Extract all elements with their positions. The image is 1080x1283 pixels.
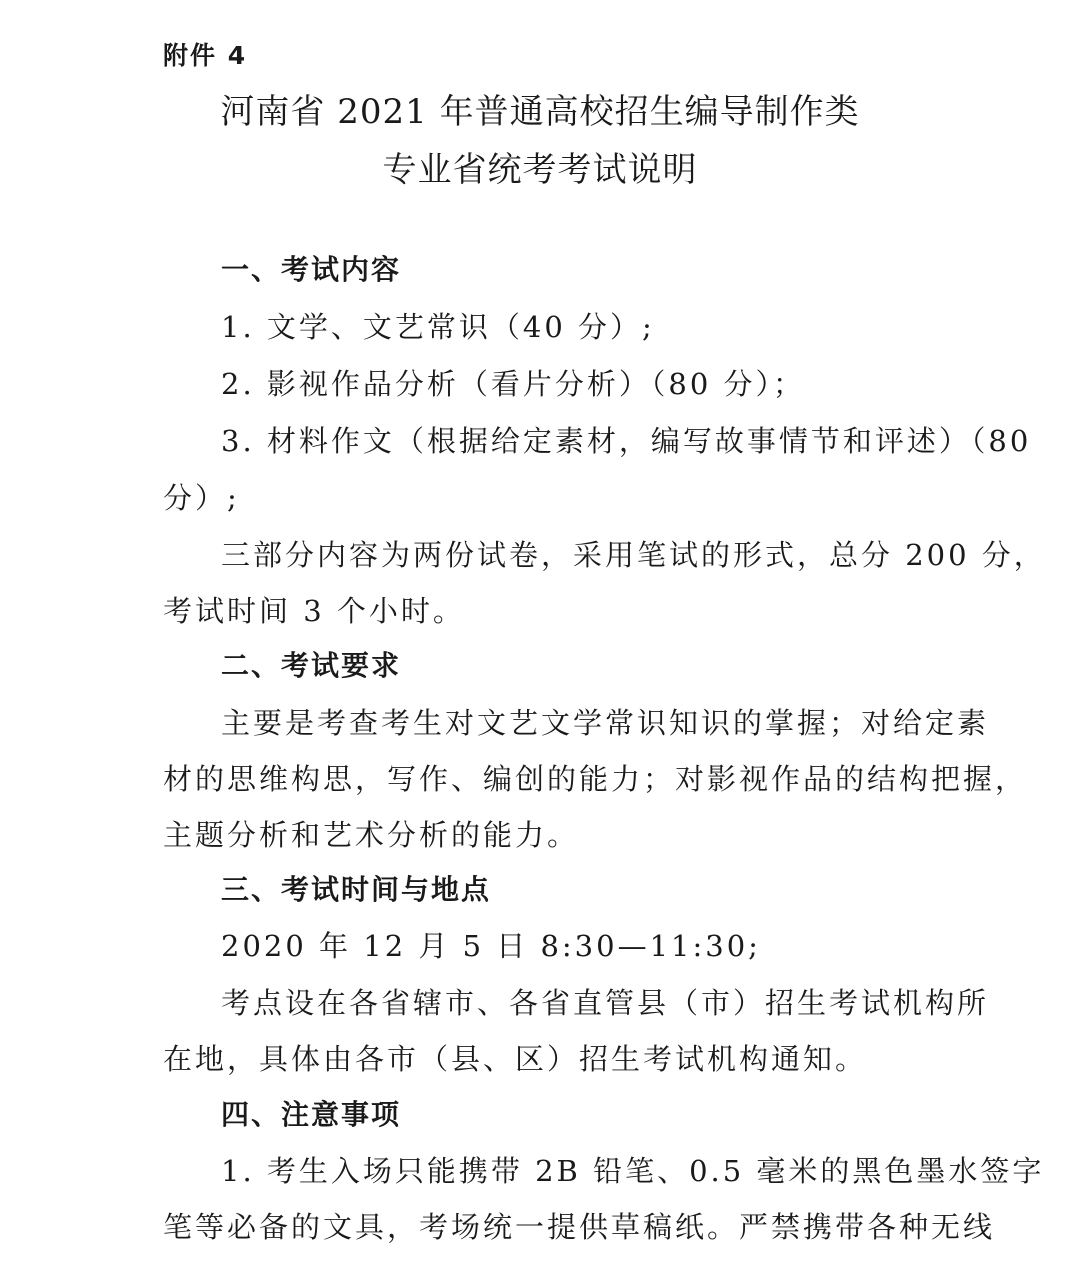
section4-item1-line2: 笔等必备的文具，考场统一提供草稿纸。严禁携带各种无线	[163, 1210, 996, 1244]
section1-item2: 2. 影视作品分析（看片分析）（80 分）；	[221, 367, 806, 401]
section4-item1-line1: 1. 考生入场只能携带 2B 铅笔、0.5 毫米的黑色墨水签字	[221, 1154, 1045, 1188]
section1-item3-line1: 3. 材料作文（根据给定素材，编写故事情节和评述）（80	[221, 424, 1032, 458]
document-title-line2: 专业省统考考试说明	[382, 150, 698, 190]
section1-summary-line2: 考试时间 3 个小时。	[163, 594, 465, 628]
section4-heading: 四、注意事项	[221, 1098, 402, 1131]
section1-item1: 1. 文学、文艺常识（40 分）;	[221, 310, 655, 344]
section3-place-line1: 考点设在各省辖市、各省直管县（市）招生考试机构所	[221, 986, 990, 1020]
attachment-label: 附件 4	[163, 41, 248, 70]
section2-heading: 二、考试要求	[221, 649, 402, 682]
section2-text-line2: 材的思维构思，写作、编创的能力；对影视作品的结构把握，	[163, 762, 1028, 796]
section3-time: 2020 年 12 月 5 日 8:30—11:30;	[221, 929, 761, 963]
section3-heading: 三、考试时间与地点	[221, 873, 492, 906]
section1-heading: 一、考试内容	[221, 253, 402, 286]
section1-summary-line1: 三部分内容为两份试卷，采用笔试的形式，总分 200 分，	[221, 538, 1046, 572]
section1-item3-line2: 分）;	[163, 481, 240, 515]
section2-text-line3: 主题分析和艺术分析的能力。	[163, 818, 580, 852]
section3-place-line2: 在地，具体由各市（县、区）招生考试机构通知。	[163, 1042, 868, 1076]
section2-text-line1: 主要是考查考生对文艺文学常识知识的掌握；对给定素	[221, 706, 990, 740]
document-title-line1: 河南省 2021 年普通高校招生编导制作类	[220, 92, 860, 132]
